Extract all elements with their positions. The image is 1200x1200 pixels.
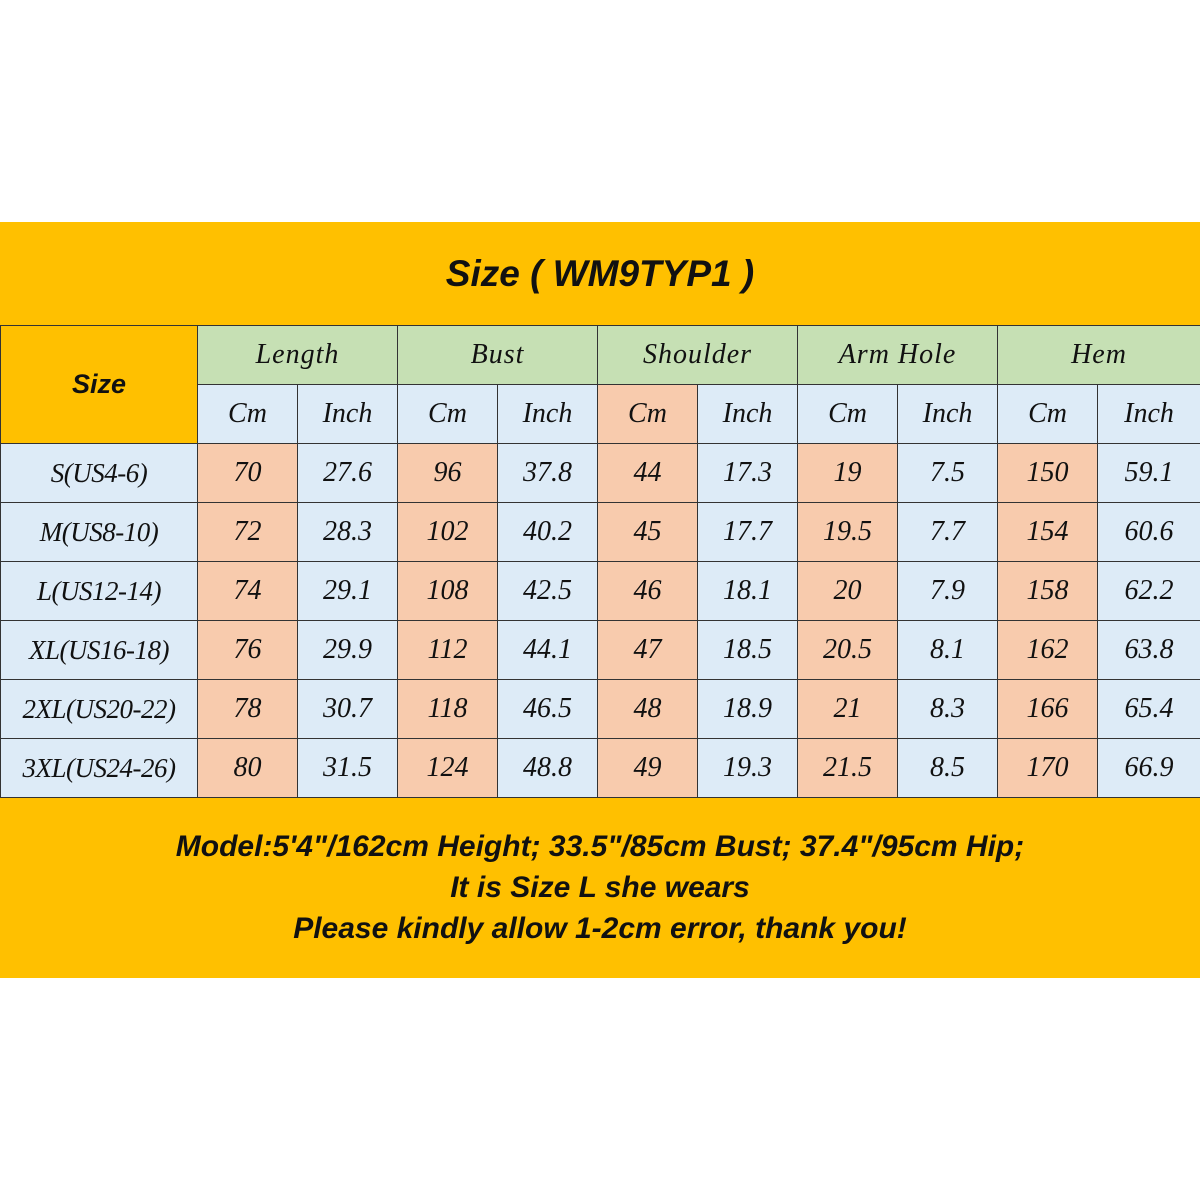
hem-cm-cell: 170: [998, 739, 1098, 798]
shoulder-inch-cell: 19.3: [698, 739, 798, 798]
unit-header-cm: Cm: [398, 385, 498, 444]
hem-cm-cell: 158: [998, 562, 1098, 621]
bust-inch-cell: 37.8: [498, 444, 598, 503]
error-allowance-text: Please kindly allow 1-2cm error, thank you!: [293, 912, 907, 945]
arm-hole-inch-cell: 8.5: [898, 739, 998, 798]
bust-inch-cell: 40.2: [498, 503, 598, 562]
length-inch-cell: 29.1: [298, 562, 398, 621]
bust-cm-cell: 102: [398, 503, 498, 562]
shoulder-cm-cell: 47: [598, 621, 698, 680]
bust-cm-cell: 108: [398, 562, 498, 621]
size-label: 2XL(US20-22): [1, 680, 198, 739]
unit-header-cm: Cm: [598, 385, 698, 444]
length-cm-cell: 72: [198, 503, 298, 562]
shoulder-inch-cell: 17.3: [698, 444, 798, 503]
hem-cm-cell: 154: [998, 503, 1098, 562]
model-notes: [0, 826, 1200, 949]
bust-inch-cell: 42.5: [498, 562, 598, 621]
hem-cm-cell: 150: [998, 444, 1098, 503]
table-row: [1, 562, 1200, 621]
bust-inch-cell: 48.8: [498, 739, 598, 798]
shoulder-inch-cell: 18.9: [698, 680, 798, 739]
arm-hole-inch-cell: 7.9: [898, 562, 998, 621]
arm-hole-cm-cell: 20: [798, 562, 898, 621]
size-label: L(US12-14): [1, 562, 198, 621]
arm-hole-cm-cell: 19.5: [798, 503, 898, 562]
group-header-hem: Hem: [998, 326, 1200, 385]
arm-hole-inch-cell: 7.5: [898, 444, 998, 503]
page-title: Size ( WM9TYP1 ): [445, 253, 755, 294]
bust-cm-cell: 124: [398, 739, 498, 798]
bust-cm-cell: 112: [398, 621, 498, 680]
length-cm-cell: 80: [198, 739, 298, 798]
arm-hole-cm-cell: 20.5: [798, 621, 898, 680]
table-row: [1, 503, 1200, 562]
unit-header-inch: Inch: [698, 385, 798, 444]
table-row: [1, 739, 1200, 798]
hem-inch-cell: 60.6: [1098, 503, 1200, 562]
unit-header-inch: Inch: [298, 385, 398, 444]
group-header-arm-hole: Arm Hole: [798, 326, 998, 385]
model-size-text: It is Size L she wears: [450, 871, 750, 904]
unit-header-cm: Cm: [798, 385, 898, 444]
group-header-length: Length: [198, 326, 398, 385]
arm-hole-inch-cell: 7.7: [898, 503, 998, 562]
unit-header-inch: Inch: [498, 385, 598, 444]
hem-inch-cell: 62.2: [1098, 562, 1200, 621]
size-column-header: Size: [1, 326, 198, 444]
table-row: [1, 444, 1200, 503]
hem-inch-cell: 66.9: [1098, 739, 1200, 798]
bust-inch-cell: 44.1: [498, 621, 598, 680]
unit-header-cm: Cm: [198, 385, 298, 444]
size-label: S(US4-6): [1, 444, 198, 503]
unit-header-inch: Inch: [898, 385, 998, 444]
length-inch-cell: 28.3: [298, 503, 398, 562]
shoulder-cm-cell: 46: [598, 562, 698, 621]
unit-header-inch: Inch: [1098, 385, 1200, 444]
group-header-bust: Bust: [398, 326, 598, 385]
hem-cm-cell: 166: [998, 680, 1098, 739]
length-cm-cell: 74: [198, 562, 298, 621]
shoulder-cm-cell: 48: [598, 680, 698, 739]
hem-inch-cell: 65.4: [1098, 680, 1200, 739]
hem-cm-cell: 162: [998, 621, 1098, 680]
shoulder-cm-cell: 44: [598, 444, 698, 503]
shoulder-inch-cell: 18.1: [698, 562, 798, 621]
length-inch-cell: 30.7: [298, 680, 398, 739]
arm-hole-cm-cell: 21: [798, 680, 898, 739]
size-label: 3XL(US24-26): [1, 739, 198, 798]
length-inch-cell: 31.5: [298, 739, 398, 798]
bust-cm-cell: 118: [398, 680, 498, 739]
length-cm-cell: 70: [198, 444, 298, 503]
table-row: [1, 680, 1200, 739]
length-inch-cell: 29.9: [298, 621, 398, 680]
bust-inch-cell: 46.5: [498, 680, 598, 739]
hem-inch-cell: 59.1: [1098, 444, 1200, 503]
length-cm-cell: 76: [198, 621, 298, 680]
shoulder-cm-cell: 49: [598, 739, 698, 798]
bust-cm-cell: 96: [398, 444, 498, 503]
unit-header-cm: Cm: [998, 385, 1098, 444]
arm-hole-inch-cell: 8.3: [898, 680, 998, 739]
shoulder-inch-cell: 18.5: [698, 621, 798, 680]
size-label: M(US8-10): [1, 503, 198, 562]
model-measurements-text: Model:5'4"/162cm Height; 33.5"/85cm Bust; 37.4"/95cm Hip;: [175, 830, 1025, 863]
hem-inch-cell: 63.8: [1098, 621, 1200, 680]
arm-hole-inch-cell: 8.1: [898, 621, 998, 680]
size-chart-table: [0, 325, 1200, 798]
shoulder-inch-cell: 17.7: [698, 503, 798, 562]
group-header-shoulder: Shoulder: [598, 326, 798, 385]
arm-hole-cm-cell: 19: [798, 444, 898, 503]
shoulder-cm-cell: 45: [598, 503, 698, 562]
table-row: [1, 621, 1200, 680]
size-label: XL(US16-18): [1, 621, 198, 680]
arm-hole-cm-cell: 21.5: [798, 739, 898, 798]
length-cm-cell: 78: [198, 680, 298, 739]
length-inch-cell: 27.6: [298, 444, 398, 503]
